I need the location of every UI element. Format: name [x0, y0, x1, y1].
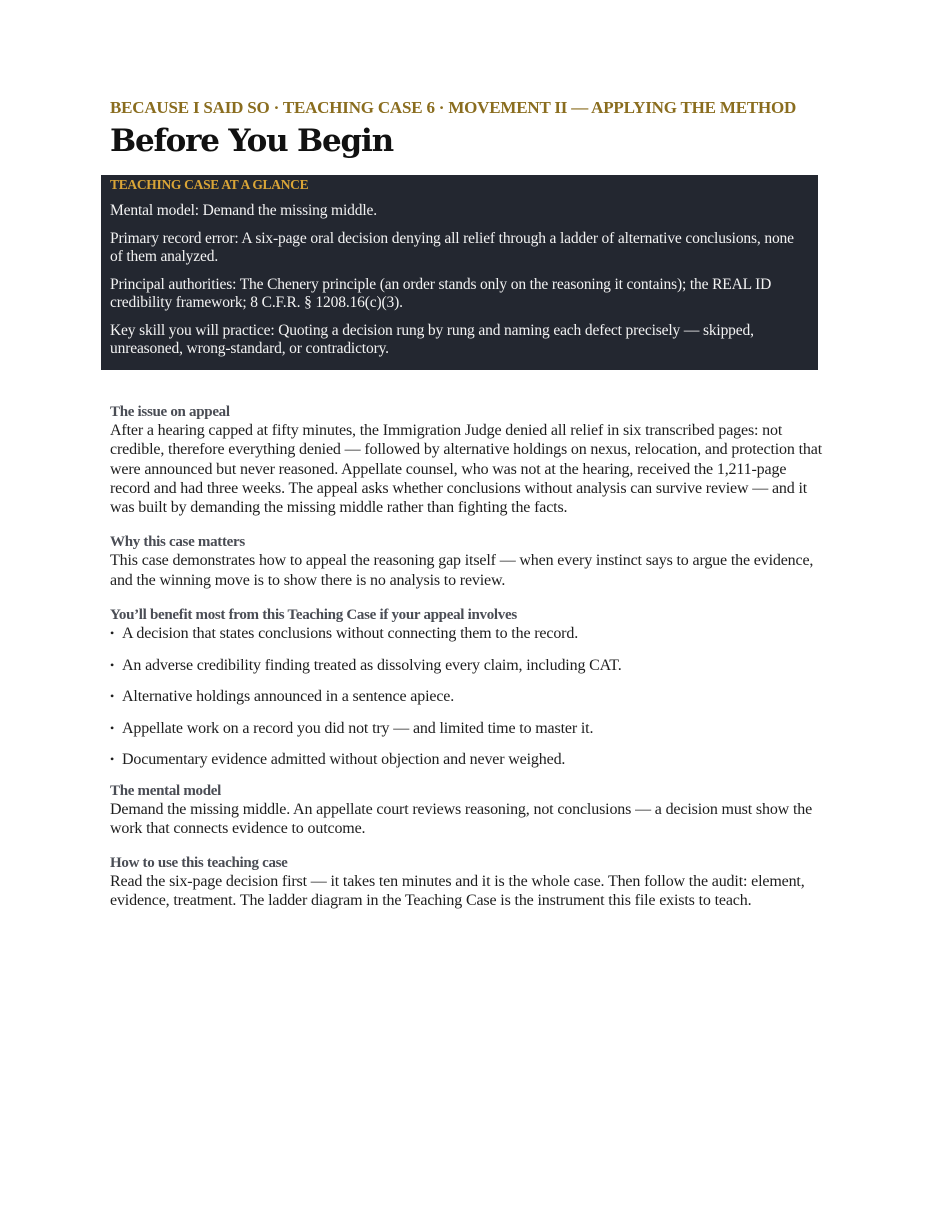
- bullet-icon: •: [110, 689, 115, 704]
- bullet-icon: •: [110, 752, 115, 767]
- section-heading-issue: The issue on appeal: [110, 404, 230, 420]
- bullet-icon: •: [110, 657, 115, 672]
- section-why: [110, 533, 826, 590]
- section-issue: [110, 403, 826, 517]
- section-heading-why: Why this case matters: [110, 534, 245, 551]
- glance-box: [101, 175, 818, 370]
- section-heading-model: The mental model: [110, 782, 222, 799]
- section-howto: [110, 854, 826, 911]
- section-model: [110, 782, 826, 839]
- series-kicker: BECAUSE I SAID SO · TEACHING CASE 6 · MOVEMENT II — APPLYING THE METHOD: [110, 98, 797, 117]
- glance-item-record-error: Primary record error: A six-page oral decision denying all relief through a ladder of alternative conclusions, none of them analyzed.: [110, 230, 794, 265]
- list-item: [110, 687, 826, 706]
- section-benefit: [110, 606, 826, 769]
- list-item: [110, 656, 826, 675]
- page-title: Before You Begin: [110, 123, 393, 159]
- list-item-text: An adverse credibility finding treated as dissolving every claim, including CAT.: [122, 656, 622, 674]
- list-item: [110, 624, 826, 643]
- list-item-text: Documentary evidence admitted without objection and never weighed.: [122, 751, 566, 769]
- list-item: [110, 719, 826, 738]
- glance-item-mental-model: Mental model: Demand the missing middle.: [110, 202, 377, 219]
- list-item-text: Appellate work on a record you did not try — and limited time to master it.: [122, 719, 594, 737]
- glance-heading: TEACHING CASE AT A GLANCE: [110, 177, 309, 192]
- page-content: [110, 96, 826, 911]
- glance-item-key-skill: Key skill you will practice: Quoting a decision rung by rung and naming each defect precisely — skipped, unreasoned, wrong-standard, or contradictory.: [110, 322, 754, 357]
- section-heading-benefit: You’ll benefit most from this Teaching Case if your appeal involves: [110, 607, 517, 624]
- section-body-model: Demand the missing middle. An appellate court reviews reasoning, not conclusions — a decision must show the work that connects evidence to outcome.: [110, 800, 813, 837]
- bullet-icon: •: [110, 720, 115, 735]
- glance-item-authorities: Principal authorities: The Chenery principle (an order stands only on the reasoning it contains); the REAL ID credibility framework; 8 C.F.R. § 1208.16(c)(3).: [110, 276, 772, 311]
- section-body-howto: Read the six-page decision first — it takes ten minutes and it is the whole case. Then follow the audit: element, evidence, treatment. The ladder diagram in the Teaching Case is the instrument this file exists to teach.: [110, 873, 805, 910]
- bullet-icon: •: [110, 626, 115, 641]
- list-item-text: Alternative holdings announced in a sentence apiece.: [122, 688, 455, 706]
- benefit-list: [110, 624, 826, 769]
- section-body-why: This case demonstrates how to appeal the reasoning gap itself — when every instinct says to argue the evidence, and the winning move is to show there is no analysis to review.: [110, 552, 814, 589]
- list-item-text: A decision that states conclusions without connecting them to the record.: [122, 625, 579, 643]
- section-body-issue: After a hearing capped at fifty minutes, the Immigration Judge denied all relief in six transcribed pages: not credible, therefore everything denied — followed by alternative holdings on nexus, relocation, and protection that were announced but never reasoned. Appellate counsel, who was not at the hearing, received the 1,211-page record and had three weeks. The appeal asks whether conclusions without analysis can survive review — and it was built by demanding the missing middle rather than fighting the facts.: [110, 422, 822, 517]
- list-item: [110, 750, 826, 769]
- section-heading-howto: How to use this teaching case: [110, 855, 288, 872]
